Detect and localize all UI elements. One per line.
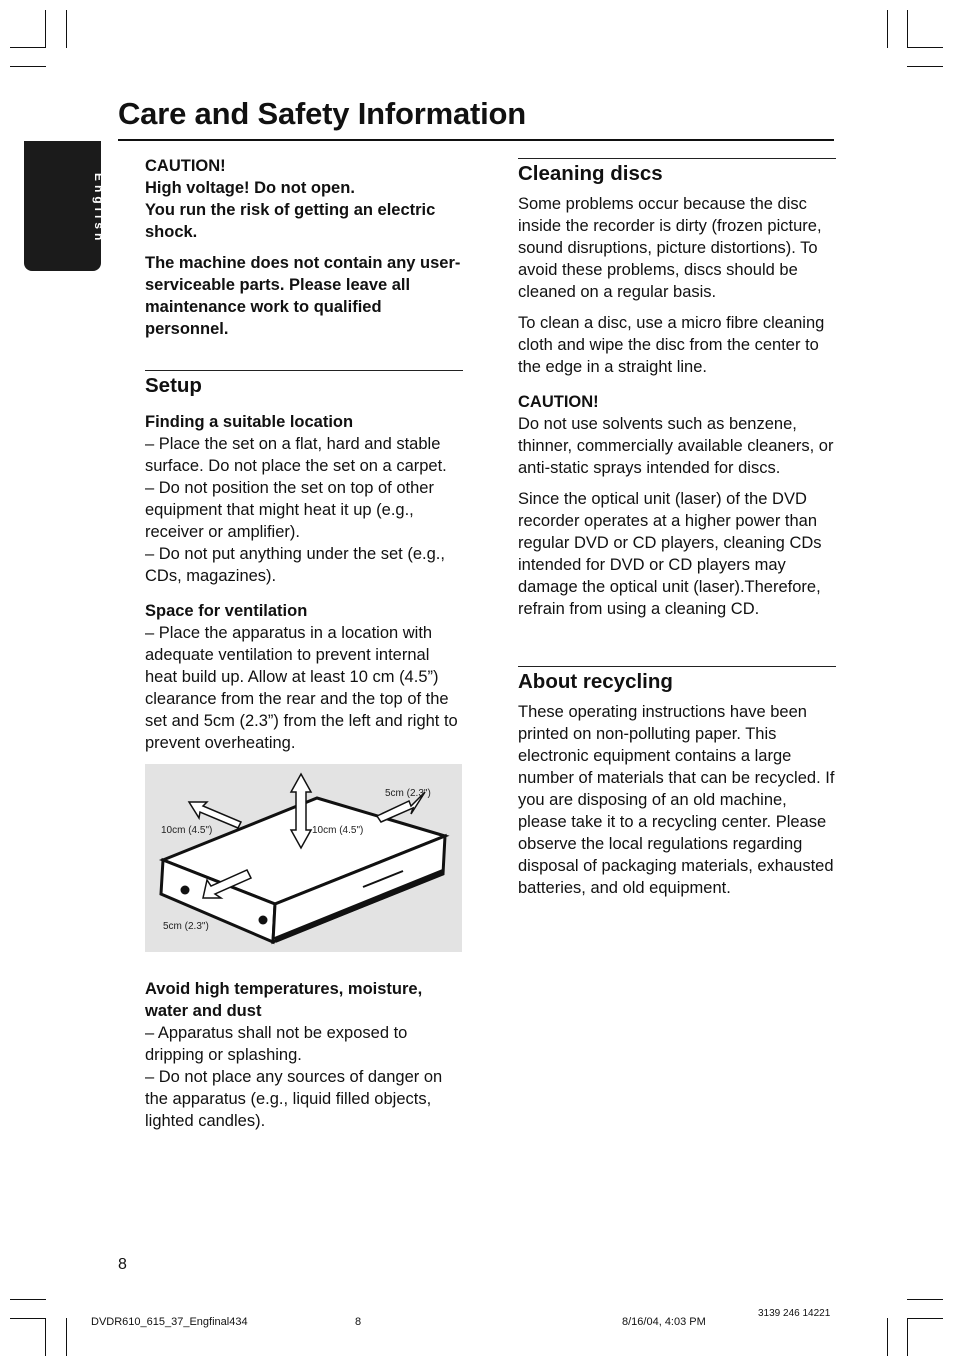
- crop-mark: [45, 1318, 46, 1356]
- caution-intro-line: You run the risk of getting an electric shock.: [145, 201, 436, 241]
- ventilation-diagram: [145, 764, 462, 952]
- cleaning-caution-text: Do not use solvents such as benzene, thinner, commercially available cleaners, or anti-static sprays intended for discs.: [518, 415, 834, 477]
- maintenance-notice: The machine does not contain any user-serviceable parts. Please leave all maintenance work to qualified personnel.: [145, 254, 461, 338]
- crop-mark: [907, 1318, 908, 1356]
- cleaning-caution-title: CAUTION!: [518, 393, 599, 411]
- cleaning-paragraph: Since the optical unit (laser) of the DVD recorder operates at a higher power than regular DVD or CD players, cleaning CDs intended for DVD or CD players may damage the optical unit (laser).Therefore, refrain from using a cleaning CD.: [518, 490, 822, 618]
- crop-mark: [907, 10, 908, 48]
- crop-mark: [907, 1299, 943, 1300]
- page-number: 8: [118, 1256, 127, 1273]
- crop-mark: [66, 1318, 67, 1356]
- label-front-clearance: 5cm (2.3"): [163, 921, 209, 932]
- list-item: – Apparatus shall not be exposed to dripping or splashing.: [145, 1024, 408, 1064]
- footer-date: 8/16/04, 4:03 PM: [622, 1316, 706, 1328]
- ventilation-subheading: Space for ventilation: [145, 602, 308, 620]
- page-title: Care and Safety Information: [118, 96, 527, 131]
- moisture-subheading: Avoid high temperatures, moisture, water and dust: [145, 980, 423, 1020]
- label-top-clearance: 10cm (4.5"): [312, 825, 364, 836]
- crop-mark: [887, 10, 888, 48]
- setup-heading: Setup: [145, 370, 463, 399]
- language-tab: [24, 141, 106, 271]
- cleaning-heading: Cleaning discs: [518, 158, 836, 187]
- label-right-clearance: 5cm (2.3"): [385, 788, 431, 799]
- list-item: – Place the apparatus in a location with adequate ventilation to prevent internal heat build up. Allow at least 10 cm (4.5”) clearance from the rear and the top of the set and 5cm (2.3”) from the left and right to prevent overheating.: [145, 624, 458, 752]
- crop-mark: [10, 1299, 46, 1300]
- crop-mark: [45, 10, 46, 48]
- label-left-clearance: 10cm (4.5"): [161, 825, 213, 836]
- crop-mark: [907, 66, 943, 67]
- crop-mark: [907, 47, 943, 48]
- cleaning-paragraph: To clean a disc, use a micro fibre cleaning cloth and wipe the disc from the center to the edge in a straight line.: [518, 314, 825, 376]
- footer-page: 8: [355, 1316, 362, 1328]
- left-column: [145, 155, 463, 1132]
- footer-code: 3139 246 14221: [758, 1308, 831, 1319]
- footer-filename: DVDR610_615_37_Engfinal434: [91, 1316, 248, 1328]
- recycling-heading: About recycling: [518, 666, 836, 695]
- crop-mark: [10, 1318, 46, 1319]
- location-subheading: Finding a suitable location: [145, 413, 354, 431]
- crop-mark: [10, 47, 46, 48]
- caution-intro: [145, 155, 463, 243]
- caution-intro-line: CAUTION!: [145, 157, 226, 175]
- right-column: [518, 158, 836, 899]
- list-item: – Place the set on a flat, hard and stable surface. Do not place the set on a carpet.: [145, 435, 447, 475]
- list-item: – Do not place any sources of danger on the apparatus (e.g., liquid filled objects, lighted candles).: [145, 1068, 443, 1130]
- crop-mark: [887, 1318, 888, 1356]
- recycling-paragraph: These operating instructions have been printed on non-polluting paper. This electronic equipment contains a large number of materials that can be recycled. If you are disposing of an old machine, please take it to a recycling center. Please observe the local regulations regarding disposal of packaging materials, exhausted batteries, and old equipment.: [518, 703, 835, 897]
- language-tab-label: English: [92, 173, 106, 245]
- caution-intro-line: High voltage! Do not open.: [145, 179, 355, 197]
- cleaning-paragraph: Some problems occur because the disc inside the recorder is dirty (frozen picture, sound disruptions, picture distortions). To avoid these problems, discs should be cleaned on a regular basis.: [518, 195, 822, 301]
- title-rule: [118, 139, 834, 141]
- crop-mark: [907, 1318, 943, 1319]
- crop-mark: [66, 10, 67, 48]
- crop-mark: [10, 66, 46, 67]
- list-item: – Do not position the set on top of other equipment that might heat it up (e.g., receiver or amplifier).: [145, 479, 434, 541]
- list-item: – Do not put anything under the set (e.g., CDs, magazines).: [145, 545, 445, 585]
